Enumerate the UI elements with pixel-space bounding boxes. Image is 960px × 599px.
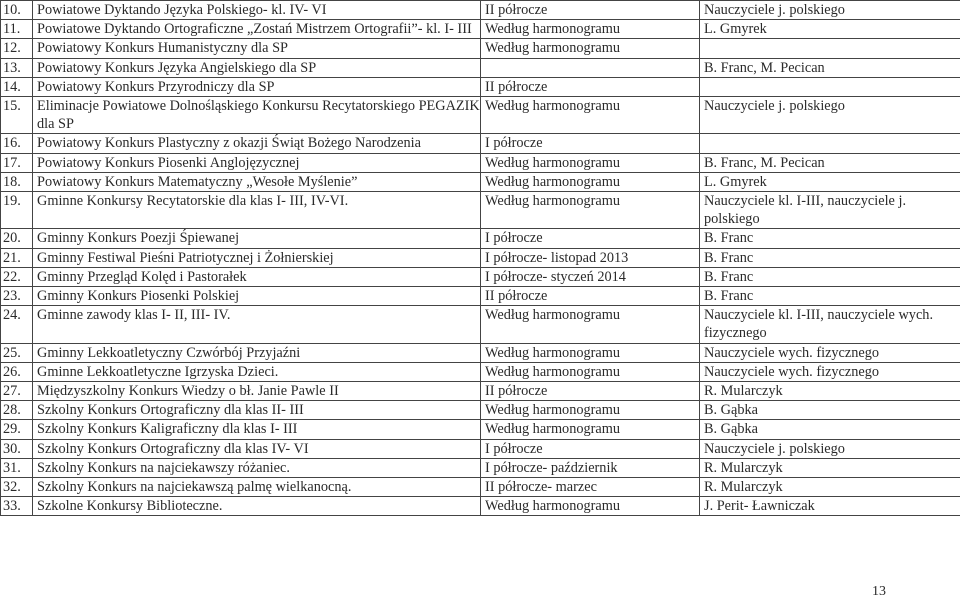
- table-row: [1, 1, 960, 20]
- row-number: 25.: [1, 343, 33, 362]
- competition-date: Według harmonogramu: [481, 362, 700, 381]
- row-number: 13.: [1, 58, 33, 77]
- competition-name: Gminny Przegląd Kolęd i Pastorałek: [33, 267, 481, 286]
- row-number: 18.: [1, 172, 33, 191]
- table-row: [1, 343, 960, 362]
- table-row: [1, 362, 960, 381]
- competition-date: II półrocze: [481, 382, 700, 401]
- row-number: 10.: [1, 1, 33, 20]
- competition-date: Według harmonogramu: [481, 153, 700, 172]
- responsible-person: L. Gmyrek: [700, 172, 960, 191]
- competition-name: Gminne Konkursy Recytatorskie dla klas I- III, IV-VI.: [33, 192, 481, 229]
- competition-name: Szkolny Konkurs na najciekawszy różaniec.: [33, 458, 481, 477]
- responsible-person: J. Perit- Ławniczak: [700, 497, 960, 516]
- responsible-person: B. Gąbka: [700, 420, 960, 439]
- row-number: 30.: [1, 439, 33, 458]
- competition-name: Powiatowy Konkurs Plastyczny z okazji Świąt Bożego Narodzenia: [33, 134, 481, 153]
- competition-date: Według harmonogramu: [481, 497, 700, 516]
- responsible-person: B. Franc: [700, 248, 960, 267]
- competition-date: Według harmonogramu: [481, 306, 700, 343]
- row-number: 27.: [1, 382, 33, 401]
- table-row: [1, 172, 960, 191]
- competition-name: Eliminacje Powiatowe Dolnośląskiego Konkursu Recytatorskiego PEGAZIK dla SP: [33, 97, 481, 134]
- responsible-person: [700, 77, 960, 96]
- competition-date: [481, 58, 700, 77]
- competition-name: Gminny Konkurs Poezji Śpiewanej: [33, 229, 481, 248]
- competition-name: Gminny Lekkoatletyczny Czwórbój Przyjaźni: [33, 343, 481, 362]
- competition-date: I półrocze- styczeń 2014: [481, 267, 700, 286]
- competition-date: I półrocze: [481, 229, 700, 248]
- table-row: [1, 39, 960, 58]
- competition-date: Według harmonogramu: [481, 401, 700, 420]
- competition-date: Według harmonogramu: [481, 420, 700, 439]
- competition-name: Powiatowy Konkurs Humanistyczny dla SP: [33, 39, 481, 58]
- table-row: [1, 77, 960, 96]
- competition-date: II półrocze- marzec: [481, 478, 700, 497]
- competition-date: I półrocze- listopad 2013: [481, 248, 700, 267]
- table-row: [1, 248, 960, 267]
- competition-name: Powiatowy Konkurs Piosenki Anglojęzycznej: [33, 153, 481, 172]
- responsible-person: B. Franc, M. Pecican: [700, 58, 960, 77]
- competition-date: Według harmonogramu: [481, 172, 700, 191]
- table-row: [1, 401, 960, 420]
- row-number: 28.: [1, 401, 33, 420]
- competition-name: Powiatowy Konkurs Przyrodniczy dla SP: [33, 77, 481, 96]
- competition-name: Powiatowy Konkurs Języka Angielskiego dla SP: [33, 58, 481, 77]
- table-row: [1, 134, 960, 153]
- competition-name: Gminny Konkurs Piosenki Polskiej: [33, 287, 481, 306]
- competition-date: II półrocze: [481, 77, 700, 96]
- responsible-person: [700, 39, 960, 58]
- row-number: 22.: [1, 267, 33, 286]
- competition-name: Szkolny Konkurs na najciekawszą palmę wielkanocną.: [33, 478, 481, 497]
- table-row: [1, 267, 960, 286]
- competition-date: Według harmonogramu: [481, 97, 700, 134]
- responsible-person: R. Mularczyk: [700, 382, 960, 401]
- row-number: 29.: [1, 420, 33, 439]
- row-number: 17.: [1, 153, 33, 172]
- table-row: [1, 382, 960, 401]
- responsible-person: R. Mularczyk: [700, 478, 960, 497]
- row-number: 14.: [1, 77, 33, 96]
- table-row: [1, 439, 960, 458]
- competition-name: Międzyszkolny Konkurs Wiedzy o bł. Janie Pawle II: [33, 382, 481, 401]
- row-number: 15.: [1, 97, 33, 134]
- responsible-person: Nauczyciele wych. fizycznego: [700, 343, 960, 362]
- row-number: 21.: [1, 248, 33, 267]
- responsible-person: B. Franc: [700, 287, 960, 306]
- responsible-person: B. Franc: [700, 267, 960, 286]
- row-number: 11.: [1, 20, 33, 39]
- table-row: [1, 153, 960, 172]
- competition-date: Według harmonogramu: [481, 343, 700, 362]
- responsible-person: Nauczyciele kl. I-III, nauczyciele j. polskiego: [700, 192, 960, 229]
- table-row: [1, 20, 960, 39]
- competition-date: II półrocze: [481, 1, 700, 20]
- competition-name: Powiatowe Dyktando Języka Polskiego- kl. IV- VI: [33, 1, 481, 20]
- responsible-person: L. Gmyrek: [700, 20, 960, 39]
- table-row: [1, 192, 960, 229]
- row-number: 20.: [1, 229, 33, 248]
- responsible-person: B. Franc: [700, 229, 960, 248]
- competition-date: II półrocze: [481, 287, 700, 306]
- competition-date: I półrocze- październik: [481, 458, 700, 477]
- competition-name: Gminny Festiwal Pieśni Patriotycznej i Żołnierskiej: [33, 248, 481, 267]
- competition-name: Powiatowe Dyktando Ortograficzne „Zostań Mistrzem Ortografii”- kl. I- III: [33, 20, 481, 39]
- table-row: [1, 306, 960, 343]
- row-number: 19.: [1, 192, 33, 229]
- competition-name: Szkolny Konkurs Kaligraficzny dla klas I- III: [33, 420, 481, 439]
- responsible-person: Nauczyciele j. polskiego: [700, 439, 960, 458]
- row-number: 23.: [1, 287, 33, 306]
- responsible-person: B. Gąbka: [700, 401, 960, 420]
- competition-date: Według harmonogramu: [481, 20, 700, 39]
- row-number: 16.: [1, 134, 33, 153]
- competition-date: Według harmonogramu: [481, 192, 700, 229]
- table-row: [1, 58, 960, 77]
- competition-name: Szkolny Konkurs Ortograficzny dla klas IV- VI: [33, 439, 481, 458]
- competition-date: Według harmonogramu: [481, 39, 700, 58]
- table-row: [1, 287, 960, 306]
- responsible-person: Nauczyciele kl. I-III, nauczyciele wych. fizycznego: [700, 306, 960, 343]
- responsible-person: Nauczyciele j. polskiego: [700, 1, 960, 20]
- row-number: 32.: [1, 478, 33, 497]
- row-number: 12.: [1, 39, 33, 58]
- table-row: [1, 97, 960, 134]
- table-row: [1, 497, 960, 516]
- responsible-person: Nauczyciele j. polskiego: [700, 97, 960, 134]
- row-number: 24.: [1, 306, 33, 343]
- competition-name: Szkolne Konkursy Biblioteczne.: [33, 497, 481, 516]
- competition-name: Gminne zawody klas I- II, III- IV.: [33, 306, 481, 343]
- competition-date: I półrocze: [481, 134, 700, 153]
- responsible-person: R. Mularczyk: [700, 458, 960, 477]
- competition-name: Gminne Lekkoatletyczne Igrzyska Dzieci.: [33, 362, 481, 381]
- responsible-person: B. Franc, M. Pecican: [700, 153, 960, 172]
- competition-date: I półrocze: [481, 439, 700, 458]
- page-number: 13: [872, 585, 886, 599]
- competition-name: Szkolny Konkurs Ortograficzny dla klas II- III: [33, 401, 481, 420]
- table-row: [1, 420, 960, 439]
- competition-name: Powiatowy Konkurs Matematyczny „Wesołe Myślenie”: [33, 172, 481, 191]
- table-row: [1, 229, 960, 248]
- table-row: [1, 458, 960, 477]
- responsible-person: [700, 134, 960, 153]
- row-number: 31.: [1, 458, 33, 477]
- responsible-person: Nauczyciele wych. fizycznego: [700, 362, 960, 381]
- row-number: 26.: [1, 362, 33, 381]
- table-row: [1, 478, 960, 497]
- row-number: 33.: [1, 497, 33, 516]
